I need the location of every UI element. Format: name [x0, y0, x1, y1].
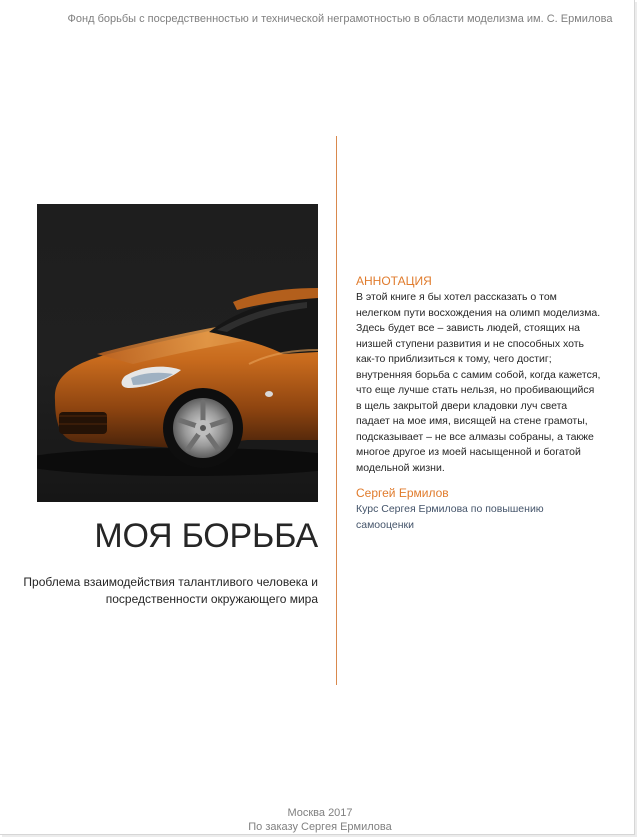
abstract-heading: АННОТАЦИЯ: [356, 274, 432, 288]
book-subtitle: Проблема взаимодействия талантливого человека и посредственности окружающего мира: [23, 575, 318, 606]
author-course: Курс Сергея Ермилова по повышению самооценки: [356, 503, 544, 531]
vertical-divider: [336, 136, 337, 685]
header-organization: Фонд борьбы с посредственностью и технической неграмотностью в области моделизма им. С. Ермилова: [67, 13, 613, 25]
footer: [180, 806, 460, 834]
abstract-text: В этой книге я бы хотел рассказать о том нелегком пути восхождения на олимп моделизма. Здесь будет все – зависть людей, стоящих на низшей ступени развития и не способных хоть как-то приблизиться к тому, чего достиг; внутренняя борьба с самим собой, когда кажется, что еще лучше стать нельзя, но пробивающийся в щель закрытой двери кладовки луч света падает на мое имя, висящей на стене грамоты, подсказывает – не все алмазы собраны, а также многое другое из моей насыщенной и богатой модельной жизни.: [356, 291, 601, 474]
author-name: Сергей Ермилов: [356, 486, 449, 500]
book-title: МОЯ БОРЬБА: [94, 517, 318, 555]
abstract-section: [356, 274, 602, 533]
footer-place-year: Москва 2017: [287, 807, 353, 819]
cover-photo: [37, 204, 318, 502]
footer-commission: По заказу Сергея Ермилова: [248, 821, 392, 833]
